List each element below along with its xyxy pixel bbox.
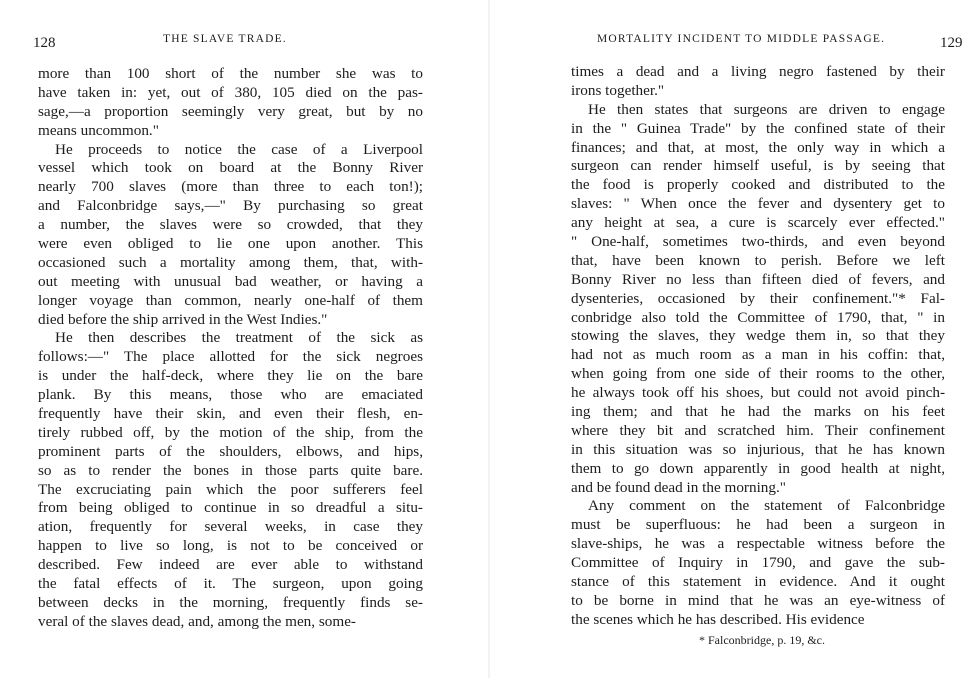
text-line: follows:—" The place allotted for the sick negroes xyxy=(38,348,423,366)
text-line: have taken in: yet, out of 380, 105 died on the pas- xyxy=(38,83,423,101)
right-page-number: 129 xyxy=(940,35,963,51)
text-line: so as to render the bones in those parts quite bare. xyxy=(38,461,423,479)
text-line: veral of the slaves dead, and, among the men, some- xyxy=(38,612,356,630)
text-line: prominent parts of the shoulders, elbows, and hips, xyxy=(38,442,423,460)
text-line: " One-half, sometimes two-thirds, and even beyond xyxy=(571,233,945,251)
text-line: Any comment on the statement of Falconbridge xyxy=(588,497,945,515)
text-line: Committee of Inquiry in 1790, and gave the sub- xyxy=(571,554,945,572)
text-line: a number, the slaves were so crowded, that they xyxy=(38,216,423,234)
text-line: and be found dead in the morning." xyxy=(571,478,786,496)
text-line: dysenteries, occasioned by their confinement."* Fal- xyxy=(571,289,945,307)
text-line: vessel which took on board at the Bonny River xyxy=(38,159,423,177)
text-line: slave-ships, he was a respectable witness before the xyxy=(571,535,945,553)
text-line: ation, frequently for several weeks, in case they xyxy=(38,518,423,536)
text-line: where they bit and scratched him. Their confinement xyxy=(571,421,945,439)
right-running-head: MORTALITY INCIDENT TO MIDDLE PASSAGE. xyxy=(597,33,886,45)
footnote: * Falconbridge, p. 19, &c. xyxy=(699,633,825,647)
text-line: Bonny River no less than fifteen died of fevers, and xyxy=(571,270,945,288)
text-line: from being obliged to continue in so dreadful a situ- xyxy=(38,499,423,517)
text-line: when going from one side of their rooms to the other, xyxy=(571,365,945,383)
text-line: is under the half-deck, where they lie on the bare xyxy=(38,367,423,385)
text-line: frequently have their skin, and even their flesh, en- xyxy=(38,405,423,423)
text-line: stance of this statement in evidence. And it ought xyxy=(571,573,945,591)
text-line: stowing the slaves, they wedge them in, so that they xyxy=(571,327,945,345)
text-line: tirely rubbed off, by the motion of the ship, from the xyxy=(38,423,423,441)
text-line: in this situation was so injurious, that he has known xyxy=(571,440,945,458)
text-line: that, have been known to perish. Before we left xyxy=(571,251,945,269)
text-line: and Falconbridge says,—" By purchasing so great xyxy=(38,197,423,215)
left-running-head: THE SLAVE TRADE. xyxy=(163,33,287,45)
text-line: any height at sea, a cure is scarcely ever effected." xyxy=(571,214,945,232)
text-line: sage,—a proportion seemingly very great, but by no xyxy=(38,102,423,120)
text-line: died before the ship arrived in the West Indies." xyxy=(38,310,328,328)
text-line: the food is properly cooked and distributed to the xyxy=(571,176,945,194)
text-line: the scenes which he has described. His evidence xyxy=(571,610,865,628)
text-line: He proceeds to notice the case of a Liverpool xyxy=(55,140,423,158)
text-line: nearly 700 slaves (more than three to each ton!); xyxy=(38,178,423,196)
text-line: conbridge also told the Committee of 1790, that, " in xyxy=(571,308,945,326)
text-line: must be superfluous: he had been a surgeon in xyxy=(571,516,945,534)
text-line: He then describes the treatment of the sick as xyxy=(55,329,423,347)
right-body-text xyxy=(571,63,945,630)
text-line: were even obliged to lie one upon another. This xyxy=(38,235,423,253)
text-line: longer voyage than common, nearly one-half of them xyxy=(38,291,423,309)
text-line: slaves: " When once the fever and dysentery get to xyxy=(571,195,945,213)
text-line: to be borne in mind that he was an eye-witness of xyxy=(571,591,945,609)
text-line: times a dead and a living negro fastened by their xyxy=(571,63,945,80)
text-line: more than 100 short of the number she was to xyxy=(38,65,423,82)
text-line: The excruciating pain which the poor sufferers feel xyxy=(38,480,423,498)
left-body-text xyxy=(38,65,423,632)
text-line: ing them; and that he had the marks on his feet xyxy=(571,403,945,421)
text-line: out meeting with unusual bad weather, or having a xyxy=(38,272,423,290)
text-line: he always took off his shoes, but could not avoid pinch- xyxy=(571,384,945,402)
text-line: irons together." xyxy=(571,81,665,99)
text-line: plank. By this means, those who are emaciated xyxy=(38,386,423,404)
text-line: described. Few indeed are ever able to withstand xyxy=(38,556,423,574)
text-line: them to go down apparently in good health at night, xyxy=(571,459,945,477)
text-line: in the " Guinea Trade" by the confined state of their xyxy=(571,119,945,137)
text-line: finances; and that, at most, the only way in which a xyxy=(571,138,945,156)
text-line: had not as much room as a man in his coffin: that, xyxy=(571,346,945,364)
text-line: between decks in the morning, frequently finds se- xyxy=(38,593,423,611)
text-line: He then states that surgeons are driven to engage xyxy=(588,100,945,118)
text-line: occasioned such a mortality among them, that, with- xyxy=(38,253,423,271)
text-line: the fatal effects of it. The surgeon, upon going xyxy=(38,575,423,593)
left-page-number: 128 xyxy=(33,35,56,51)
text-line: means uncommon." xyxy=(38,121,159,139)
text-line: happen to live so long, is not to be conceived or xyxy=(38,537,423,555)
text-line: surgeon can render himself useful, is by seeing that xyxy=(571,157,945,175)
right-page xyxy=(490,0,980,678)
